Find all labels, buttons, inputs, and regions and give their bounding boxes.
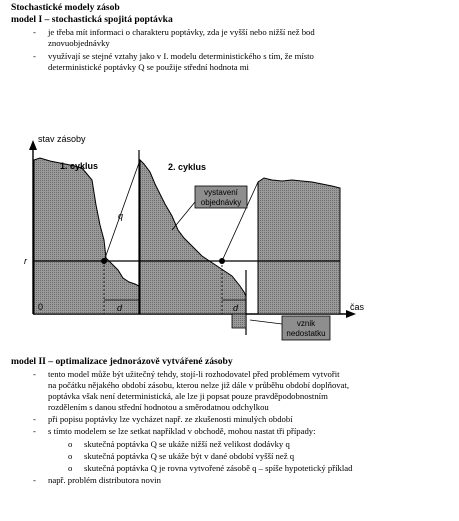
bullet-marker: - — [33, 414, 36, 424]
model2-case2: skutečná poptávka Q se ukáže být v dané období vyšší než q — [84, 451, 295, 461]
cycle2-area — [140, 160, 246, 314]
bullet-marker: - — [33, 475, 36, 485]
callout-pointer — [250, 320, 282, 324]
shortage-area — [232, 314, 246, 328]
model1-bullet2-line1: využívají se stejné vztahy jako v I. modelu deterministického s tím, že místo — [48, 51, 314, 61]
model2-bullet1-line2: na počátku nějakého období zásobu, kterou nelze již dále v průběhu období doplňovat, — [48, 380, 350, 390]
model2-bullet1-line3: poptávka však není deterministická, ale lze ji popsat pouze pravděpodobnostním — [48, 391, 328, 401]
section-heading-model2: model II – optimalizace jednorázově vytvářené zásoby — [11, 356, 233, 367]
model1-bullet1-line1: je třeba mít informaci o charakteru poptávky, zda je vyšší nebo nižší než bod — [48, 27, 315, 37]
bullet-marker: - — [33, 27, 36, 37]
subbullet-marker: o — [68, 463, 73, 473]
model2-bullet1-line1: tento model může být užitečný tehdy, stojí-li rozhodovatel před problémem vytvořit — [48, 369, 340, 379]
shortage-line2: nedostatku — [286, 329, 326, 338]
cycle3-area — [258, 178, 340, 314]
model2-bullet3: s tímto modelem se lze setkat například v obchodě, mohou nastat tři případy: — [48, 426, 316, 436]
inventory-cycle-diagram — [0, 120, 459, 352]
origin-label: 0 — [38, 302, 44, 312]
bullet-marker: - — [33, 369, 36, 379]
cycle2-label: 2. cyklus — [168, 162, 207, 172]
doc-title: Stochastické modely zásob — [11, 2, 120, 13]
model2-case3: skutečná poptávka Q je rovna vytvořené zásobě q – spíše hypotetický příklad — [84, 463, 353, 473]
model2-bullet2: při popisu poptávky lze vycházet např. ze zkušenosti minulých období — [48, 414, 293, 424]
d-label: d — [117, 303, 123, 313]
model2-bullet4: např. problém distributora novin — [48, 475, 161, 485]
x-axis-label: čas — [350, 302, 365, 312]
shortage-line1: vznik — [296, 319, 316, 328]
y-axis-arrow — [29, 140, 37, 150]
model2-bullet1-line4: rozdělením s danou střední hodnotou a směrodatnou odchylkou — [48, 402, 269, 412]
r-label: r — [24, 256, 27, 266]
order-issued-line2: objednávky — [200, 198, 242, 207]
q-label: q — [118, 211, 124, 221]
model2-case1: skutečná poptávka Q se ukáže nižší než velikost dodávky q — [84, 439, 290, 449]
bullet-marker: - — [33, 426, 36, 436]
subbullet-marker: o — [68, 451, 73, 461]
d-label-2: d — [233, 303, 239, 313]
cycle1-area — [34, 158, 139, 314]
order-issued-line1: vystavení — [204, 188, 238, 197]
model1-bullet2-line2: deterministické poptávky Q se použije střední hodnota mi — [48, 62, 249, 72]
y-axis-label: stav zásoby — [38, 134, 86, 144]
model1-bullet1-line2: znovuobjednávky — [48, 38, 110, 48]
section-heading-model1: model I – stochastická spojitá poptávka — [11, 14, 173, 25]
cycle1-label: 1. cyklus — [60, 161, 99, 171]
callout-pointer — [172, 202, 195, 230]
bullet-marker: - — [33, 51, 36, 61]
subbullet-marker: o — [68, 439, 73, 449]
